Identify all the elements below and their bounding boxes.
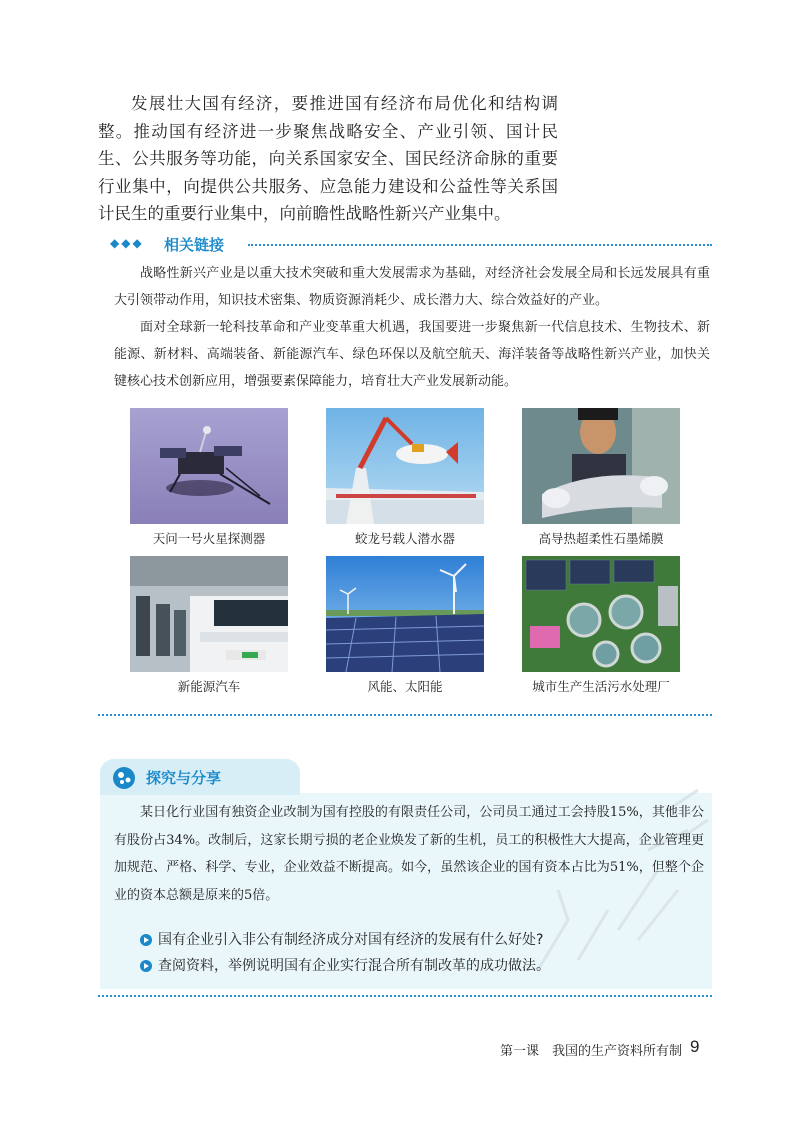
- intro-paragraph: 发展壮大国有经济，要推进国有经济布局优化和结构调整。推动国有经济进一步聚焦战略安全、产业引领、国计民生、公共服务等功能，向关系国家安全、国民经济命脉的重要行业集中，向提供公共服务、应急能力建设和公益性等关系国计民生的重要行业集中，向前瞻性战略性新兴产业集中。: [98, 94, 558, 223]
- photo-mars-rover: [130, 408, 288, 524]
- explore-share-text: [114, 799, 704, 909]
- photo-caption: 天问一号火星探测器: [152, 531, 266, 546]
- arrow-bullet-icon: [140, 960, 152, 972]
- explore-share-tab: [100, 759, 300, 795]
- related-links-header: [110, 234, 712, 256]
- related-links-paragraph-1: 战略性新兴产业是以重大技术突破和重大发展需求为基础，对经济社会发展全局和长远发展具有重大引领带动作用，知识技术密集、物质资源消耗少、成长潜力大、综合效益好的产业。: [114, 266, 710, 308]
- arrow-bullet-icon: [140, 934, 152, 946]
- photo-caption: 高导热超柔性石墨烯膜: [538, 531, 664, 546]
- related-links-text: [114, 260, 710, 395]
- photo-caption: 蛟龙号载人潜水器: [354, 531, 455, 546]
- question-text: 查阅资料，举例说明国有企业实行混合所有制改革的成功做法。: [158, 958, 550, 974]
- section-divider: [98, 714, 712, 716]
- explore-share-icon: [112, 766, 136, 790]
- footer-chapter-title: 第一课 我国的生产资料所有制: [500, 1044, 683, 1059]
- question-item: [140, 953, 700, 979]
- question-list: [140, 927, 700, 979]
- photo-graphene-film: [522, 408, 680, 524]
- section-divider: [98, 995, 712, 997]
- photo-submersible: [326, 408, 484, 524]
- question-item: [140, 927, 700, 953]
- diamond-bullets-icon: ◆◆◆: [110, 236, 144, 250]
- photo-wind-solar: [326, 556, 484, 672]
- dotted-divider: [248, 244, 712, 246]
- related-links-paragraph-2: 面对全球新一轮科技革命和产业变革重大机遇，我国要进一步聚焦新一代信息技术、生物技术、新能源、新材料、高端装备、新能源汽车、绿色环保以及航空航天、海洋装备等战略性新兴产业，加快关键核心技术创新应用，增强要素保障能力，培育壮大产业发展新动能。: [114, 320, 710, 389]
- photo-caption: 新能源汽车: [177, 679, 241, 694]
- photo-sewage-plant: [522, 556, 680, 672]
- intro-text: [98, 90, 558, 228]
- explore-share-paragraph: 某日化行业国有独资企业改制为国有控股的有限责任公司，公司员工通过工会持股15%，其他非公有股份占34%。改制后，这家长期亏损的老企业焕发了新的生机，员工的积极性大大提高，企业管理更加规范、严格、科学、专业，企业效益不断提高。如今，虽然该企业的国有资本占比为51%，但整个企业的资本总额是原来的5倍。: [114, 805, 704, 903]
- question-text: 国有企业引入非公有制经济成分对国有经济的发展有什么好处?: [158, 932, 544, 948]
- page-number: 9: [690, 1037, 700, 1056]
- photo-new-energy-vehicles: [130, 556, 288, 672]
- photo-caption: 风能、太阳能: [367, 679, 443, 694]
- explore-share-title: 探究与分享: [146, 769, 222, 787]
- related-links-title: 相关链接: [164, 236, 225, 254]
- photo-caption: 城市生产生活污水处理厂: [532, 679, 670, 694]
